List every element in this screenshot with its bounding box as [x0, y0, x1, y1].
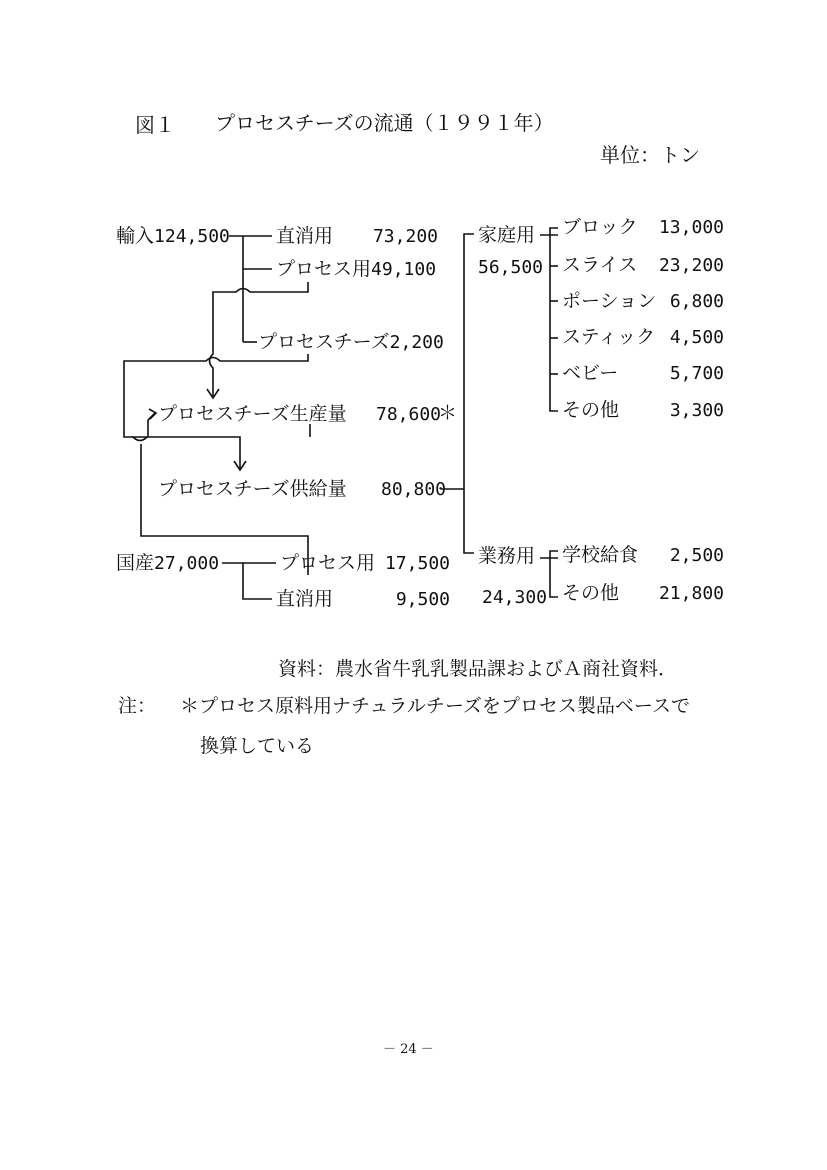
import-node: [116, 227, 230, 246]
page-number: － 24 －: [383, 1042, 434, 1057]
source-note: 資料：農水省牛乳乳製品課およびＡ商社資料．: [278, 658, 678, 680]
connector-line: [243, 563, 272, 599]
connector-line: [133, 420, 240, 468]
domestic-value: 27,000: [154, 553, 220, 574]
supply-label: プロセスチーズ供給量: [158, 478, 347, 500]
domestic-direct-value: 9,500: [395, 589, 450, 610]
import-direct-label: 直消用: [276, 225, 334, 247]
business-label: 業務用: [478, 545, 536, 567]
household-label: 家庭用: [478, 224, 536, 246]
import-process-cheese-node: [258, 333, 444, 352]
household-item-stick-label: スティック: [562, 326, 656, 348]
household-item-stick-value: 4,500: [669, 327, 724, 348]
import-value: 124,500: [154, 226, 230, 247]
household-item-slice-value: 23,200: [658, 255, 724, 276]
note-label: 注：: [118, 695, 157, 717]
production-asterisk: ＊: [438, 402, 458, 424]
unit-label: 単位：トン: [600, 143, 700, 167]
note-line-2: 換算している: [200, 735, 315, 757]
production-value: 78,600: [376, 404, 442, 425]
import-process-cheese-value: 2,200: [389, 332, 444, 353]
business-item-other-value: 21,800: [658, 583, 724, 604]
business-item-school-value: 2,500: [669, 545, 724, 566]
household-item-block-label: ブロック: [562, 216, 638, 238]
figure-title: プロセスチーズの流通（１９９１年）: [215, 111, 554, 135]
household-item-other-label: その他: [562, 399, 620, 421]
household-item-baby-label: ベビー: [562, 362, 619, 384]
import-process-cheese-label: プロセスチーズ: [258, 331, 390, 353]
import-label: 輸入: [116, 225, 155, 247]
figure-label: 図１: [135, 113, 175, 137]
domestic-direct-label: 直消用: [276, 588, 334, 610]
household-value: 56,500: [478, 257, 544, 278]
import-direct-value: 73,200: [372, 226, 438, 247]
domestic-node: [116, 554, 219, 573]
domestic-process-value: 17,500: [384, 553, 450, 574]
production-label: プロセスチーズ生産量: [158, 403, 347, 425]
household-item-portion-value: 6,800: [669, 291, 724, 312]
note-line-1: ＊プロセス原料用ナチュラルチーズをプロセス製品ベースで: [180, 695, 690, 717]
business-value: 24,300: [482, 587, 548, 608]
import-process-label: プロセス用: [276, 258, 372, 280]
household-item-other-value: 3,300: [669, 400, 724, 421]
connector-line: [550, 228, 558, 411]
household-item-block-value: 13,000: [658, 217, 724, 238]
import-process-value: 49,100: [371, 259, 437, 280]
connector-line: [464, 234, 474, 553]
household-item-baby-value: 5,700: [669, 363, 724, 384]
import-process-node: [276, 260, 436, 279]
business-item-school-label: 学校給食: [562, 544, 639, 566]
household-item-portion-label: ポーション: [562, 290, 657, 312]
domestic-label: 国産: [116, 552, 155, 574]
business-item-other-label: その他: [562, 582, 620, 604]
supply-value: 80,800: [381, 479, 447, 500]
domestic-process-label: プロセス用: [280, 552, 376, 574]
household-item-slice-label: スライス: [562, 254, 638, 276]
